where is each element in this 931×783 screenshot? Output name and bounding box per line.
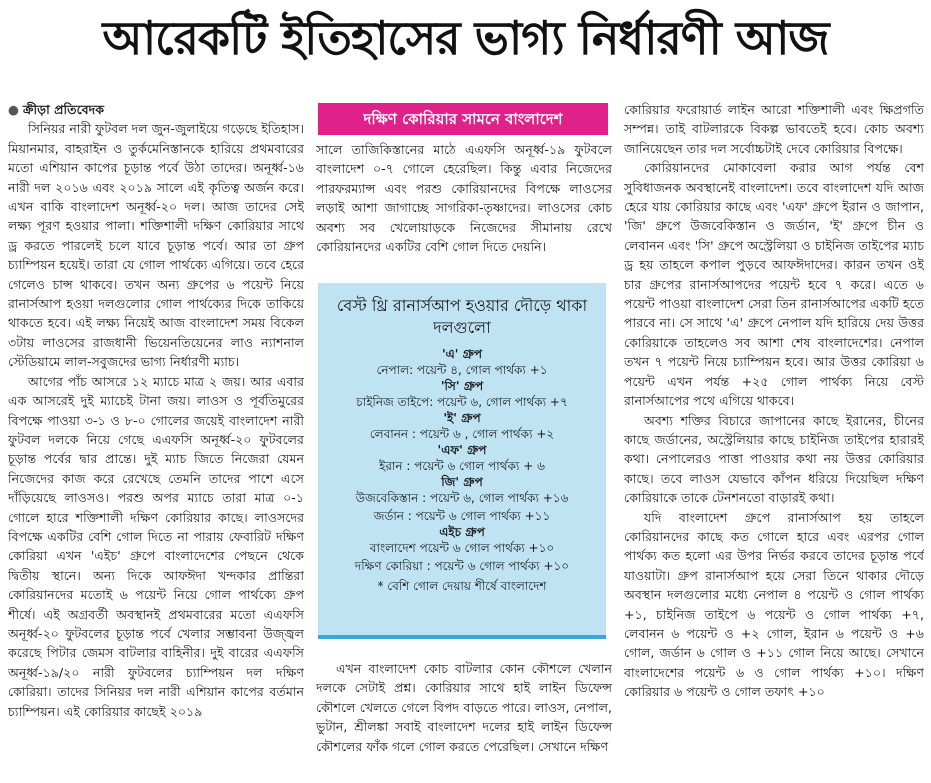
group-name: 'এফ' গ্রুপ [437, 443, 487, 457]
info-box-note: * বেশি গোল দেয়ায় শীর্ষে বাংলাদেশ [377, 579, 547, 593]
group-name: 'ই' গ্রুপ [443, 411, 481, 425]
info-box-title: বেস্ট থ্রি রানার্সআপ হওয়ার দৌড়ে থাকা দলগুলো [336, 296, 588, 337]
paragraph: আগের পাঁচ আসরে ১২ ম্যাচে মাত্র ২ জয়। আর এবার এক আসরেই দুই ম্যাচেই টানা জয়। লাওস ও পূর্বতিমুরের বিপক্ষে পাওয়া ৩-১ ও ৮-০ গোলের জয়েই বাংলাদেশ নারী ফুটবল দলকে নিয়ে গেছে এএফসি অনূর্ধ্ব-২০ ফুটবলের চূড়ান্ত পর্বের দ্বার প্রান্তে। দুই ম্যাচ জিতে নিজেরা যেমন নিজেদের কাজ করে রেখেছে তেমনি তাদের পাশে এসে দাঁড়িয়েছে লাওসও। পরশু অপর ম্যাচে তারা মাত্র ০-১ গোলে হারে শক্তিশালী দক্ষিণ কোরিয়ার কাছে। লাওসদের বিপক্ষে একটির বেশি গোল দিতে না পারায় ফেবারিট দক্ষিণ কোরিয়া এখন 'এইচ' গ্রুপে বাংলাদেশের পেছনে থেকে দ্বিতীয় স্থানে। অন্য দিকে আফঈদা খন্দকার প্রান্তিরা কোরিয়ানদের মতোই ৬ পয়েন্ট নিয়ে গোল পার্থক্যে গ্রুপ শীর্ষে। এই অগ্রবর্তী অবস্থানই প্রথমবারের মতো এএফসি অনূর্ধ্ব-২০ ফুটবলের চূড়ান্ত পর্বে খেলার সম্ভাবনা উজ্জ্বল করেছে পিটার জেমস বাটলার বাহিনীর। দুই বারের এএফসি অনূর্ধ্ব-১৯/২০ নারী ফুটবলের চ্যাম্পিয়ন দল দক্ষিণ কোরিয়া। তাদের সিনিয়র দল নারী এশিয়ান কাপের বর্তমান চ্যাম্পিয়ন। এই কোরিয়ার কাছেই ২০১৯ [8, 373, 304, 719]
paragraph: অবশ্য শক্তির বিচারে জাপানের কাছে ইরানের, চীনের কাছে জর্ডানের, অস্ট্রেলিয়ার কাছে চাইনিজ তাইপের হারারই কথা। নেপালেরও পাত্তা পাওয়ার কথা নয় উত্তর কোরিয়ার কাছে। তবে লাওস যেভাবে কাঁপন ধরিয়ে দিয়েছিল দক্ষিণ কোরিয়াকে তাকে টেনশনতো বাড়ারই কথা। [624, 412, 924, 506]
group-name: এইচ গ্রুপ [439, 525, 485, 539]
byline-text: ক্রীড়া প্রতিবেদক [23, 102, 105, 117]
group-name: 'সি' গ্রুপ [440, 379, 484, 393]
group-row: লেবানন : পয়েন্ট ৬ , গোল পার্থক্য +২ [369, 427, 555, 441]
info-box [318, 283, 606, 639]
group-block [318, 379, 606, 411]
byline [8, 100, 304, 119]
group-row: বাংলাদেশ পয়েন্ট ৬ গোল পার্থক্য +১০ [369, 541, 555, 555]
headline: আরেকটি ইতিহাসের ভাগ্য নির্ধারণী আজ [102, 11, 829, 65]
article-column-1 [8, 100, 304, 781]
group-row: জর্ডান : পয়েন্ট ৬ গোল পার্থক্য +১১ [373, 509, 551, 523]
group-row: চাইনিজ তাইপে: পয়েন্ট ৬, গোল পার্থক্য +৭ [356, 395, 568, 409]
group-row: দক্ষিণ কোরিয়া : পয়েন্ট ৬ গোল পার্থক্য +১০ [354, 559, 570, 573]
group-block [318, 347, 606, 379]
article-column-2-bottom [316, 659, 612, 781]
group-row: উজবেকিস্তান : পয়েন্ট ৬, গোল পার্থক্য +১৬ [355, 491, 569, 505]
group-block [318, 443, 606, 475]
paragraph: এখন বাংলাদেশ কোচ বাটলার কোন কৌশলে খেলান দলকে সেটাই প্রশ্ন। কোরিয়ার সাথে হাই লাইন ডিফেন্স কৌশলে খেলতে গেলে বিপদ বাড়তে পারে। লাওস, নেপাল, ভুটান, শ্রীলঙ্কা সবাই বাংলাদেশ দলের হাই লাইন ডিফেন্স কৌশলের ফাঁক গলে গোল করতে পেরেছিল। সেখানে দক্ষিণ [316, 661, 612, 754]
paragraph: কোরিয়ার ফরোয়ার্ড লাইন আরো শক্তিশালী এবং ক্ষিপ্রগতি সম্পন্ন। তাই বাটলারকে বিকল্প ভাবতেই হবে। কোচ অবশ্য জানিয়েছেন তার দল সর্বোচ্চটাই দেবে কোরিয়ার বিপক্ষে। [624, 102, 924, 156]
group-name: জি' গ্রুপ [441, 475, 483, 489]
group-name: 'এ' গ্রুপ [441, 347, 483, 361]
group-row: ইরান : পয়েন্ট ৬ গোল পার্থক্য + ৬ [379, 459, 545, 473]
paragraph: সিনিয়র নারী ফুটবল দল জুন-জুলাইয়ে গড়েছে ইতিহাস। মিয়ানমার, বাহরাইন ও তুর্কমেনিস্তানকে হারিয়ে প্রথমবারের মতো এশিয়ান কাপের চূড়ান্ত পর্বে উঠা তাদের। অনূর্ধ্ব-১৬ নারী দল ২০১৬ এবং ২০১৯ সালে এই কৃতিত্ব অর্জন করে। এখন বাকি বাংলাদেশ অনূর্ধ্ব-২০ দল। আজ তাদের সেই লক্ষ্য পূরণ হওয়ার পালা। শক্তিশালী দক্ষিণ কোরিয়ার সাথে ড্র করতে পারলেই চলে যাবে চূড়ান্ত পর্বে। আর তা গ্রুপ চ্যাম্পিয়ন হয়েই। তারা যে গোল পার্থক্যে এগিয়ে। তবে হেরে গেলেও চান্স থাকবে। তখন অন্য গ্রুপের ৬ পয়েন্ট নিয়ে রানার্সআপ হওয়া দলগুলোর গোল পার্থক্যের দিকে তাকিয়ে থাকতে হবে। এই লক্ষ্য নিয়েই আজ বাংলাদেশ সময় বিকেল ৩টায় লাওসের রাজধানী ভিয়েনতিয়েনের লাও ন্যাশনাল স্টেডিয়ামে লাল-সবুজদের ভাগ্য নির্ধারণী ম্যাচ। [8, 121, 304, 370]
group-list [318, 347, 606, 575]
article-column-3 [624, 100, 924, 781]
article-column-2-top [316, 140, 612, 276]
paragraph: সালে তাজিকিস্তানের মাঠে এএফসি অনূর্ধ্ব-১৯ ফুটবলে বাংলাদেশ ০-৭ গোলে হেরেছিল। কিন্তু এবার নিজেদের পারফরম্যান্স এবং পরশু কোরিয়ানদের বিপক্ষে লাওসের লড়াই আশা জাগাচ্ছে সাগরিকা-তৃষ্ণাদের। লাওসের কোচ অবশ্য সব খেলোয়াড়কে নিজেদের সীমানায় রেখে কোরিয়ানদের একটির বেশি গোল দিতে দেয়নি। [316, 142, 612, 255]
kicker-banner: দক্ষিণ কোরিয়ার সামনে বাংলাদেশ [318, 103, 608, 135]
bullet-icon: ● [8, 102, 19, 117]
group-row: নেপাল: পয়েন্ট ৪, গোল পার্থক্য +১ [376, 363, 548, 377]
group-block [318, 475, 606, 525]
group-block [318, 411, 606, 443]
paragraph: যদি বাংলাদেশ গ্রুপে রানার্সআপ হয় তাহলে কোরিয়ানদের কাছে কত গোলে হারে এবং এরপর গোল পার্থক্য কত হলো এর উপর নির্ভর করবে তাদের চূড়ান্ত পর্বে যাওয়াটা। গ্রুপ রানার্সআপ হয়ে সেরা তিনে থাকার দৌড়ে অবস্থান দলগুলোর মধ্যে নেপাল ৪ পয়েন্ট ও গোল পার্থক্য +১, চাইনিজ তাইপে ৬ পয়েন্ট ও গোল পার্থক্য +৭, লেবানন ৬ পয়েন্ট ও +২ গোল, ইরান ৬ পয়েন্ট ও +৬ গোল, জর্ডান ৬ গোল ও +১১ গোল নিয়ে আছে। সেখানে বাংলাদেশের পয়েন্ট ৬ ও গোল পার্থক্য +১০। দক্ষিণ কোরিয়ার ৬ পয়েন্ট ও গোল তফাৎ +১০ [624, 509, 924, 700]
group-block [318, 525, 606, 575]
paragraph: কোরিয়ানদের মোকাবেলা করার আগ পর্যন্ত বেশ সুবিধাজনক অবস্থানেই বাংলাদেশ। তবে বাংলাদেশ যদি আজ হেরে যায় কোরিয়ার কাছে এবং 'এফ' গ্রুপে ইরান ও জাপান, 'জি' গ্রুপে উজবেকিস্তান ও জর্ডান, 'ই' গ্রুপে চীন ও লেবানন এবং 'সি' গ্রুপে অস্ট্রেলিয়া ও চাইনিজ তাইপের ম্যাচ ড্র হয় তাহলে কপাল পুড়বে আফঈদাদের। কারন তখন ওই চার গ্রুপের রানার্সআপদের পয়েন্ট হবে ৭ করে। এতে ৬ পয়েন্ট পাওয়া বাংলাদেশ সেরা তিন রানার্সআপের একটি হতে পারবে না। সে সাথে 'এ' গ্রুপে নেপাল যদি হারিয়ে দেয় উত্তর কোরিয়াকে তাহলেও সব আশা শেষ বাংলাদেশের। নেপাল তখন ৭ পয়েন্ট নিয়ে চ্যাম্পিয়ন হবে। আর উত্তর কোরিয়া ৬ পয়েন্ট এখন পর্যন্ত +২৫ গোল পার্থক্য নিয়ে বেস্ট রানার্সআপের পথে এগিয়ে থাকবে। [624, 160, 924, 409]
